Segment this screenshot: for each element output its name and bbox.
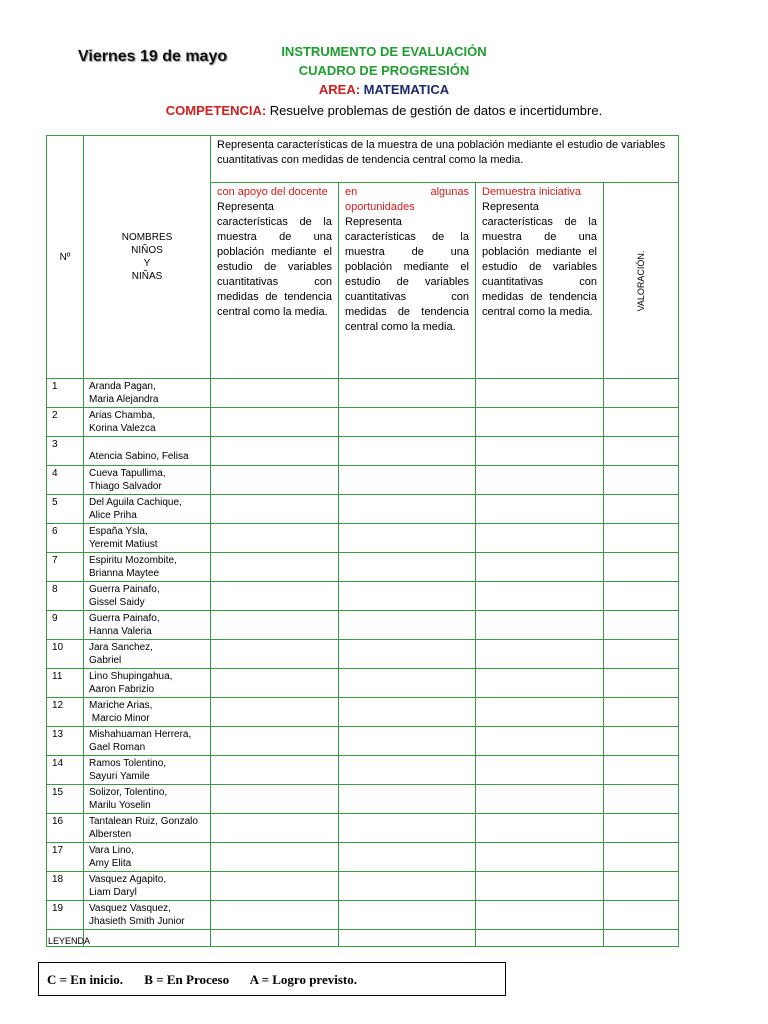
legend-item-b: B = En Proceso (144, 972, 230, 987)
grade-cell[interactable] (476, 495, 604, 524)
grade-cell[interactable] (211, 437, 339, 466)
grade-cell[interactable] (339, 901, 476, 930)
empty-cell (84, 930, 211, 947)
student-name-line: Gissel Saidy (89, 597, 145, 608)
student-number: 15 (47, 785, 84, 814)
date-heading: Viernes 19 de mayo (78, 48, 228, 65)
student-name-line: Solizor, Tolentino, (89, 787, 168, 798)
grade-cell[interactable] (604, 843, 679, 872)
level-2-label: en algunas oportunidades (345, 186, 469, 213)
grade-cell[interactable] (339, 698, 476, 727)
grade-cell[interactable] (339, 408, 476, 437)
grade-cell[interactable] (476, 408, 604, 437)
student-name-line: Atencia Sabino, Felisa (89, 451, 189, 462)
student-name (84, 814, 211, 843)
grade-cell[interactable] (339, 727, 476, 756)
grade-cell[interactable] (211, 756, 339, 785)
names-header-line: NOMBRES (121, 232, 173, 243)
student-number: 9 (47, 611, 84, 640)
grade-cell[interactable] (604, 727, 679, 756)
student-name-line: Brianna Maytee (89, 568, 160, 579)
student-number: 2 (47, 408, 84, 437)
legend-item-a: A = Logro previsto. (249, 972, 357, 987)
grade-cell[interactable] (604, 785, 679, 814)
grade-cell[interactable] (476, 727, 604, 756)
student-number: 3 (47, 437, 84, 466)
student-name (84, 582, 211, 611)
student-name (84, 379, 211, 408)
grade-cell[interactable] (211, 524, 339, 553)
col-names-header (84, 136, 211, 379)
student-number: 12 (47, 698, 84, 727)
names-header-line: Y (143, 258, 151, 269)
competencia-line (0, 103, 768, 118)
student-name (84, 901, 211, 930)
student-name-line: Vasquez Vasquez, (89, 903, 171, 914)
table-header-row (47, 136, 679, 183)
student-number: 18 (47, 872, 84, 901)
student-name-line: Espiritu Mozombite, (89, 555, 177, 566)
grade-cell[interactable] (476, 611, 604, 640)
competency-description: Representa características de la muestra de una población mediante el estudio de variables cuantitativas con medidas de tendencia central como la media. (211, 136, 679, 183)
student-name (84, 524, 211, 553)
grade-cell[interactable] (604, 872, 679, 901)
student-name-line: Guerra Painafo, (89, 584, 160, 595)
grade-cell[interactable] (339, 495, 476, 524)
grade-cell[interactable] (339, 437, 476, 466)
student-name-line: Gael Roman (89, 742, 146, 753)
area-label: AREA: (318, 82, 361, 97)
student-name (84, 669, 211, 698)
student-name-line: España Ysla, (89, 526, 148, 537)
grade-cell[interactable] (604, 582, 679, 611)
level-1-text: Representa características de la muestra de una población mediante el estudio de variables cuantitativas con medidas de tendencia central como la media. (217, 201, 332, 318)
student-name-line: Jhasieth Smith Junior (89, 916, 185, 927)
grade-cell[interactable] (604, 698, 679, 727)
grade-cell[interactable] (211, 611, 339, 640)
grade-cell[interactable] (211, 698, 339, 727)
table-row (47, 640, 679, 669)
table-row (47, 872, 679, 901)
student-name (84, 495, 211, 524)
table-row (47, 756, 679, 785)
student-name (84, 872, 211, 901)
valoracion-label: VALORACIÓN. (636, 250, 647, 311)
student-number: 11 (47, 669, 84, 698)
grade-cell[interactable] (604, 814, 679, 843)
student-name (84, 408, 211, 437)
competencia-label: COMPETENCIA: (165, 103, 267, 118)
leyenda-label: LEYENDA (48, 936, 91, 946)
grade-cell[interactable] (211, 901, 339, 930)
grade-cell[interactable] (211, 785, 339, 814)
student-name-line: Albersten (89, 829, 132, 840)
empty-cell (339, 930, 476, 947)
level-3-label: Demuestra iniciativa (482, 186, 582, 198)
table-row (47, 727, 679, 756)
student-number: 5 (47, 495, 84, 524)
area-value: MATEMATICA (363, 82, 450, 97)
student-name-line: Lino Shupingahua, (89, 671, 173, 682)
grade-cell[interactable] (339, 756, 476, 785)
table-row (47, 785, 679, 814)
grade-cell[interactable] (339, 553, 476, 582)
table-row (47, 669, 679, 698)
table-row (47, 843, 679, 872)
student-name-line: Mariche Arias, (89, 700, 153, 711)
table-row (47, 582, 679, 611)
student-number: 8 (47, 582, 84, 611)
grade-cell[interactable] (211, 466, 339, 495)
student-number: 14 (47, 756, 84, 785)
student-name-line: Vasquez Agapito, (89, 874, 167, 885)
student-name (84, 843, 211, 872)
student-name-line: Marilu Yoselin (89, 800, 151, 811)
empty-cell (476, 930, 604, 947)
student-name-line: Arias Chamba, (89, 410, 156, 421)
grade-cell[interactable] (476, 843, 604, 872)
student-name-line: Guerra Painafo, (89, 613, 160, 624)
grade-cell[interactable] (604, 640, 679, 669)
student-name-line: Amy Elita (89, 858, 132, 869)
student-name-line: Alice Priha (89, 510, 137, 521)
student-name-line: Ramos Tolentino, (89, 758, 167, 769)
legend-item-c: C = En inicio. (47, 972, 124, 987)
grade-cell[interactable] (211, 640, 339, 669)
student-name-line: Yeremit Matiust (89, 539, 158, 550)
student-name-line (89, 438, 205, 450)
student-name-line: Gabriel (89, 655, 122, 666)
empty-row (47, 930, 679, 947)
grade-cell[interactable] (476, 756, 604, 785)
names-header-line: NIÑOS (131, 245, 163, 256)
table-row (47, 495, 679, 524)
student-number: 7 (47, 553, 84, 582)
grade-cell[interactable] (211, 495, 339, 524)
grade-cell[interactable] (339, 669, 476, 698)
level-1-label: con apoyo del docente (217, 186, 328, 198)
grade-cell[interactable] (476, 379, 604, 408)
names-header-line: NIÑAS (131, 271, 163, 282)
grade-cell[interactable] (339, 524, 476, 553)
legend-box (38, 962, 506, 996)
competencia-value: Resuelve problemas de gestión de datos e incertidumbre. (269, 103, 603, 118)
student-name-line: Liam Daryl (89, 887, 137, 898)
grade-cell[interactable] (476, 901, 604, 930)
grade-cell[interactable] (604, 437, 679, 466)
grade-cell[interactable] (339, 872, 476, 901)
table-row (47, 379, 679, 408)
grade-cell[interactable] (339, 640, 476, 669)
level-1-cell (211, 183, 339, 379)
student-name-line: Del Aguila Cachique, (89, 497, 182, 508)
grade-cell[interactable] (476, 669, 604, 698)
student-name-line: Aranda Pagan, (89, 381, 156, 392)
student-name-line: Hanna Valeria (89, 626, 152, 637)
student-name-line: Maria Alejandra (89, 394, 159, 405)
student-name-line: Korina Valezca (89, 423, 156, 434)
grade-cell[interactable] (476, 524, 604, 553)
student-name (84, 553, 211, 582)
table-row (47, 698, 679, 727)
grade-cell[interactable] (604, 553, 679, 582)
grade-cell[interactable] (604, 495, 679, 524)
progression-table-wrapper (46, 135, 678, 947)
student-number: 17 (47, 843, 84, 872)
empty-cell (211, 930, 339, 947)
level-3-cell (476, 183, 604, 379)
empty-cell (604, 930, 679, 947)
student-name-line: Jara Sanchez, (89, 642, 153, 653)
progression-table (46, 135, 679, 947)
student-number: 19 (47, 901, 84, 930)
level-2-text: Representa características de la muestra de una población mediante el estudio de variables cuantitativas con medidas de tendencia central como la media. (345, 216, 469, 333)
student-name (84, 611, 211, 640)
student-name (84, 756, 211, 785)
student-name-line: Sayuri Yamile (89, 771, 150, 782)
col-number-header: Nº (47, 136, 84, 379)
grade-cell[interactable] (339, 379, 476, 408)
grade-cell[interactable] (476, 785, 604, 814)
student-name (84, 698, 211, 727)
table-row (47, 553, 679, 582)
table-row (47, 611, 679, 640)
table-row (47, 814, 679, 843)
grade-cell[interactable] (211, 843, 339, 872)
student-name (84, 640, 211, 669)
grade-cell[interactable] (339, 611, 476, 640)
grade-cell[interactable] (211, 727, 339, 756)
grade-cell[interactable] (476, 437, 604, 466)
level-3-text: Representa características de la muestra de una población mediante el estudio de variables cuantitativas con medidas de tendencia central como la media. (482, 201, 597, 318)
grade-cell[interactable] (339, 466, 476, 495)
grade-cell[interactable] (604, 669, 679, 698)
student-number: 4 (47, 466, 84, 495)
grade-cell[interactable] (339, 843, 476, 872)
grade-cell[interactable] (211, 553, 339, 582)
table-row (47, 408, 679, 437)
grade-cell[interactable] (476, 698, 604, 727)
table-row (47, 466, 679, 495)
table-row (47, 437, 679, 466)
grade-cell[interactable] (476, 553, 604, 582)
student-name-line: Marcio Minor (89, 713, 150, 724)
grade-cell[interactable] (476, 872, 604, 901)
grade-cell[interactable] (604, 524, 679, 553)
grade-cell[interactable] (604, 466, 679, 495)
grade-cell[interactable] (211, 872, 339, 901)
grade-cell[interactable] (476, 582, 604, 611)
grade-cell[interactable] (476, 466, 604, 495)
grade-cell[interactable] (211, 669, 339, 698)
student-name-line: Mishahuaman Herrera, (89, 729, 192, 740)
student-name-line: Aaron Fabrizio (89, 684, 155, 695)
document-title: INSTRUMENTO DE EVALUACIÓN (281, 44, 487, 59)
student-name (84, 727, 211, 756)
grade-cell[interactable] (604, 611, 679, 640)
student-name-line: Thiago Salvador (89, 481, 162, 492)
student-number: 10 (47, 640, 84, 669)
level-2-cell (339, 183, 476, 379)
table-row (47, 901, 679, 930)
grade-cell[interactable] (211, 814, 339, 843)
grade-cell[interactable] (211, 408, 339, 437)
student-number: 6 (47, 524, 84, 553)
area-line (0, 82, 768, 97)
student-number: 16 (47, 814, 84, 843)
grade-cell[interactable] (604, 756, 679, 785)
grade-cell[interactable] (211, 582, 339, 611)
student-name-line: Tantalean Ruiz, Gonzalo (89, 816, 198, 827)
grade-cell[interactable] (476, 640, 604, 669)
grade-cell[interactable] (211, 379, 339, 408)
grade-cell[interactable] (339, 814, 476, 843)
student-number: 13 (47, 727, 84, 756)
grade-cell[interactable] (339, 785, 476, 814)
grade-cell[interactable] (604, 408, 679, 437)
grade-cell[interactable] (604, 379, 679, 408)
student-number: 1 (47, 379, 84, 408)
student-name (84, 466, 211, 495)
student-name-line: Vara Lino, (89, 845, 134, 856)
student-name-line: Cueva Tapullima, (89, 468, 166, 479)
table-row (47, 524, 679, 553)
student-name (84, 785, 211, 814)
valoracion-header (604, 183, 679, 379)
grade-cell[interactable] (604, 901, 679, 930)
grade-cell[interactable] (476, 814, 604, 843)
grade-cell[interactable] (339, 582, 476, 611)
document-subtitle: CUADRO DE PROGRESIÓN (298, 63, 470, 78)
student-name (84, 437, 211, 466)
